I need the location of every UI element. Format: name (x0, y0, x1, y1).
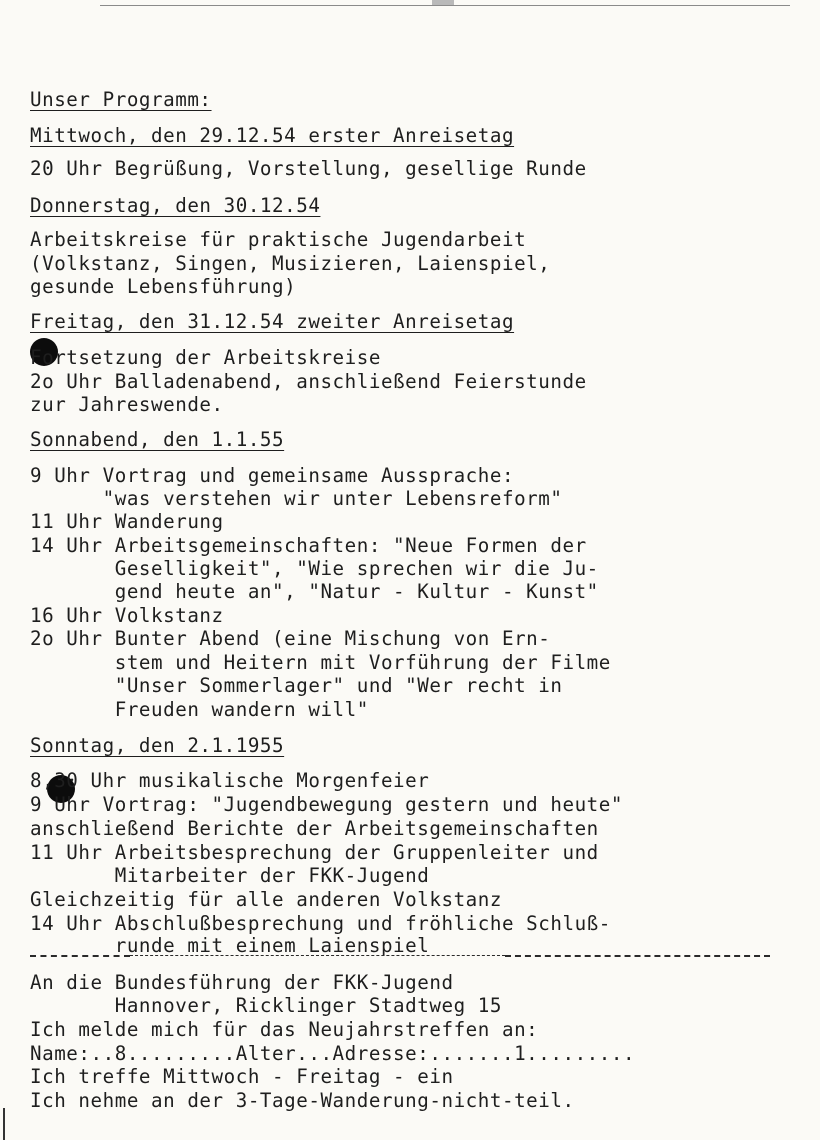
schedule-line: Freuden wandern will" (30, 698, 369, 721)
day-heading-friday: Freitag, den 31.12.54 zweiter Anreisetag (30, 310, 515, 333)
registration-address-line: An die Bundesführung der FKK-Jugend (30, 971, 454, 994)
schedule-line: (Volkstanz, Singen, Musizieren, Laienspiel, (30, 252, 551, 275)
schedule-line: zur Jahreswende. (30, 393, 224, 416)
registration-form-line: Ich nehme an der 3-Tage-Wanderung-nicht-teil. (30, 1089, 575, 1112)
separator-dash-left (30, 955, 130, 957)
schedule-line: anschließend Berichte der Arbeitsgemeinschaften (30, 817, 599, 840)
schedule-line: 11 Uhr Wanderung (30, 510, 224, 533)
schedule-line: Mitarbeiter der FKK-Jugend (30, 864, 430, 887)
schedule-line: Arbeitskreise für praktische Jugendarbeit (30, 228, 527, 251)
day-heading-saturday: Sonnabend, den 1.1.55 (30, 428, 285, 451)
schedule-line: gesunde Lebensführung) (30, 275, 297, 298)
registration-name-field: Name:..8.........Alter...Adresse:.......1......... (30, 1042, 636, 1065)
day-heading-sunday: Sonntag, den 2.1.1955 (30, 734, 285, 757)
registration-address-line: Hannover, Ricklinger Stadtweg 15 (30, 994, 502, 1017)
schedule-line: runde mit einem Laienspiel (30, 934, 430, 957)
schedule-line: "Unser Sommerlager" und "Wer recht in (30, 674, 563, 697)
schedule-line: 14 Uhr Arbeitsgemeinschaften: "Neue Formen der (30, 534, 587, 557)
schedule-line: 9 Uhr Vortrag: "Jugendbewegung gestern und heute" (30, 793, 623, 816)
schedule-line: "was verstehen wir unter Lebensreform" (30, 487, 563, 510)
schedule-line: 11 Uhr Arbeitsbesprechung der Gruppenleiter und (30, 841, 599, 864)
separator-dash-right (505, 955, 770, 957)
schedule-line: 8,30 Uhr musikalische Morgenfeier (30, 769, 430, 792)
day-heading-thursday: Donnerstag, den 30.12.54 (30, 194, 321, 217)
schedule-line: 2o Uhr Bunter Abend (eine Mischung von Ern- (30, 627, 551, 650)
schedule-line: 20 Uhr Begrüßung, Vorstellung, gesellige Runde (30, 157, 587, 180)
schedule-line: 9 Uhr Vortrag und gemeinsame Aussprache: (30, 464, 515, 487)
day-heading-wednesday: Mittwoch, den 29.12.54 erster Anreisetag (30, 124, 515, 147)
closing-underline (130, 955, 505, 956)
schedule-line: 2o Uhr Balladenabend, anschließend Feierstunde (30, 370, 587, 393)
registration-form-line: Ich treffe Mittwoch - Freitag - ein (30, 1065, 454, 1088)
schedule-line: 14 Uhr Abschlußbesprechung und fröhliche Schluß- (30, 912, 611, 935)
schedule-line: 16 Uhr Volkstanz (30, 604, 224, 627)
program-title: Unser Programm: (30, 88, 212, 111)
schedule-line: Fortsetzung der Arbeitskreise (30, 346, 381, 369)
schedule-line: Gleichzeitig für alle anderen Volkstanz (30, 888, 502, 911)
schedule-line: Geselligkeit", "Wie sprechen wir die Ju- (30, 557, 599, 580)
schedule-line: stem und Heitern mit Vorführung der Filme (30, 651, 611, 674)
top-tape-mark (432, 0, 454, 5)
registration-form-line: Ich melde mich für das Neujahrstreffen an: (30, 1018, 539, 1041)
schedule-line: gend heute an", "Natur - Kultur - Kunst" (30, 580, 599, 603)
top-border-line (100, 5, 790, 6)
left-edge-mark (3, 1108, 5, 1140)
